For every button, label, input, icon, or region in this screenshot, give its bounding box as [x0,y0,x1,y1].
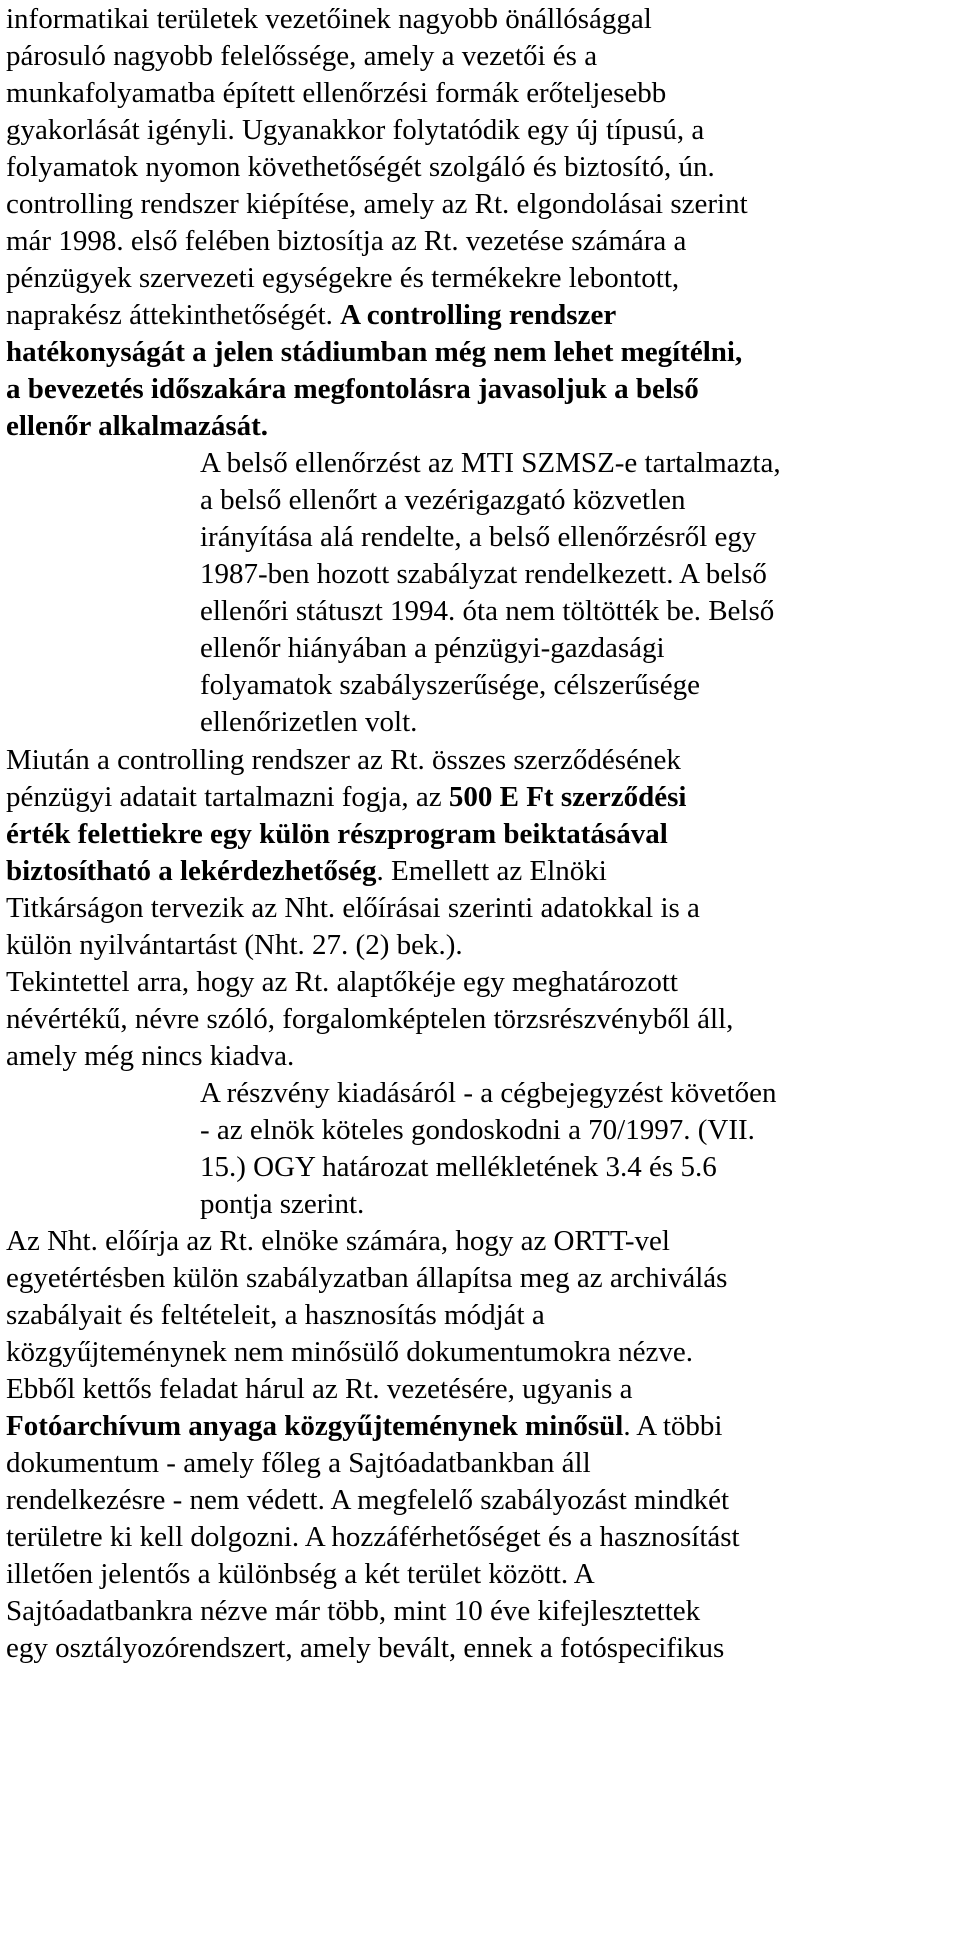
indented-text-line: 1987-ben hozott szabályzat rendelkezett. A belső [200,558,767,590]
text-line: egy osztályozórendszert, amely bevált, ennek a fotóspecifikus [6,1632,725,1664]
text-line: Miután a controlling rendszer az Rt. összes szerződésének [6,744,681,776]
bold-text: érték felettiekre egy külön részprogram beiktatásával [6,818,668,850]
text-line: közgyűjteménynek nem minősülő dokumentumokra nézve. [6,1336,693,1368]
text-line: Ebből kettős feladat hárul az Rt. vezetésére, ugyanis a [6,1373,633,1405]
text-line: már 1998. első felében biztosítja az Rt. vezetése számára a [6,225,687,257]
indented-text-line: A részvény kiadásáról - a cégbejegyzést követően [200,1077,777,1109]
text-line [6,815,668,853]
text-line: szabályait és feltételeit, a hasznosítás módját a [6,1299,545,1331]
indented-text-line: A belső ellenőrzést az MTI SZMSZ-e tartalmazta, [200,447,781,479]
bold-text: a bevezetés időszakára megfontolásra javasoljuk a belső [6,373,699,405]
indented-text-line: 15.) OGY határozat mellékletének 3.4 és 5.6 [200,1151,717,1183]
text-line: pénzügyek szervezeti egységekre és termékekre lebontott, [6,262,680,294]
indented-text-line: - az elnök köteles gondoskodni a 70/1997. (VII. [200,1114,755,1146]
text-line: biztosítható a lekérdezhetőség. Emellett az Elnöki [6,855,607,887]
text-line: folyamatok nyomon követhetőségét szolgáló és biztosító, ún. [6,151,715,183]
indented-text-line: a belső ellenőrt a vezérigazgató közvetlen [200,484,686,516]
bold-text: ellenőr alkalmazását. [6,410,269,442]
text-line: külön nyilvántartást (Nht. 27. (2) bek.). [6,929,463,961]
bold-text: Fotóarchívum anyaga közgyűjteménynek minősül [6,1410,624,1442]
text-line: egyetértésben külön szabályzatban állapítsa meg az archiválás [6,1262,728,1294]
text-line: Az Nht. előírja az Rt. elnöke számára, hogy az ORTT-vel [6,1225,670,1257]
text-line: Titkárságon tervezik az Nht. előírásai szerinti adatokkal is a [6,892,700,924]
indented-text-line: folyamatok szabályszerűsége, célszerűsége [200,669,701,701]
bold-text: 500 E Ft szerződési [448,781,687,813]
text-line: dokumentum - amely főleg a Sajtóadatbankban áll [6,1447,591,1479]
text-line [6,407,268,445]
text-line: informatikai területek vezetőinek nagyobb önállósággal [6,3,652,35]
text-line: naprakész áttekinthetőségét. A controlling rendszer [6,299,617,331]
bold-text: A controlling rendszer [340,299,617,331]
indented-text-line: pontja szerint. [200,1188,365,1220]
text-line: Sajtóadatbankra nézve már több, mint 10 éve kifejlesztettek [6,1595,701,1627]
text-line: párosuló nagyobb felelőssége, amely a vezetői és a [6,40,598,72]
text-line [6,333,742,371]
bold-text: hatékonyságát a jelen stádiumban még nem lehet megítélni, [6,336,743,368]
text-line: controlling rendszer kiépítése, amely az Rt. elgondolásai szerint [6,188,748,220]
indented-text-line: ellenőr hiányában a pénzügyi-gazdasági [200,632,665,664]
text-line: Tekintettel arra, hogy az Rt. alaptőkéje egy meghatározott [6,966,678,998]
text-line: területre ki kell dolgozni. A hozzáférhetőséget és a hasznosítást [6,1521,740,1553]
text-line: rendelkezésre - nem védett. A megfelelő szabályozást mindkét [6,1484,730,1516]
text-line: Fotóarchívum anyaga közgyűjteménynek minősül. A többi [6,1410,723,1442]
text-line: illetően jelentős a különbség a két terület között. A [6,1558,595,1590]
bold-text: biztosítható a lekérdezhetőség [6,855,377,887]
text-line: gyakorlását igényli. Ugyanakkor folytatódik egy új típusú, a [6,114,705,146]
indented-text-line: ellenőrizetlen volt. [200,706,418,738]
indented-text-line: irányítása alá rendelte, a belső ellenőrzésről egy [200,521,757,553]
indented-text-line: ellenőri státuszt 1994. óta nem töltötték be. Belső [200,595,775,627]
text-line: pénzügyi adatait tartalmazni fogja, az 500 E Ft szerződési [6,781,687,813]
text-line [6,370,699,408]
text-line: amely még nincs kiadva. [6,1040,295,1072]
text-line: munkafolyamatba épített ellenőrzési formák erőteljesebb [6,77,667,109]
text-line: névértékű, névre szóló, forgalomképtelen törzsrészvényből áll, [6,1003,734,1035]
